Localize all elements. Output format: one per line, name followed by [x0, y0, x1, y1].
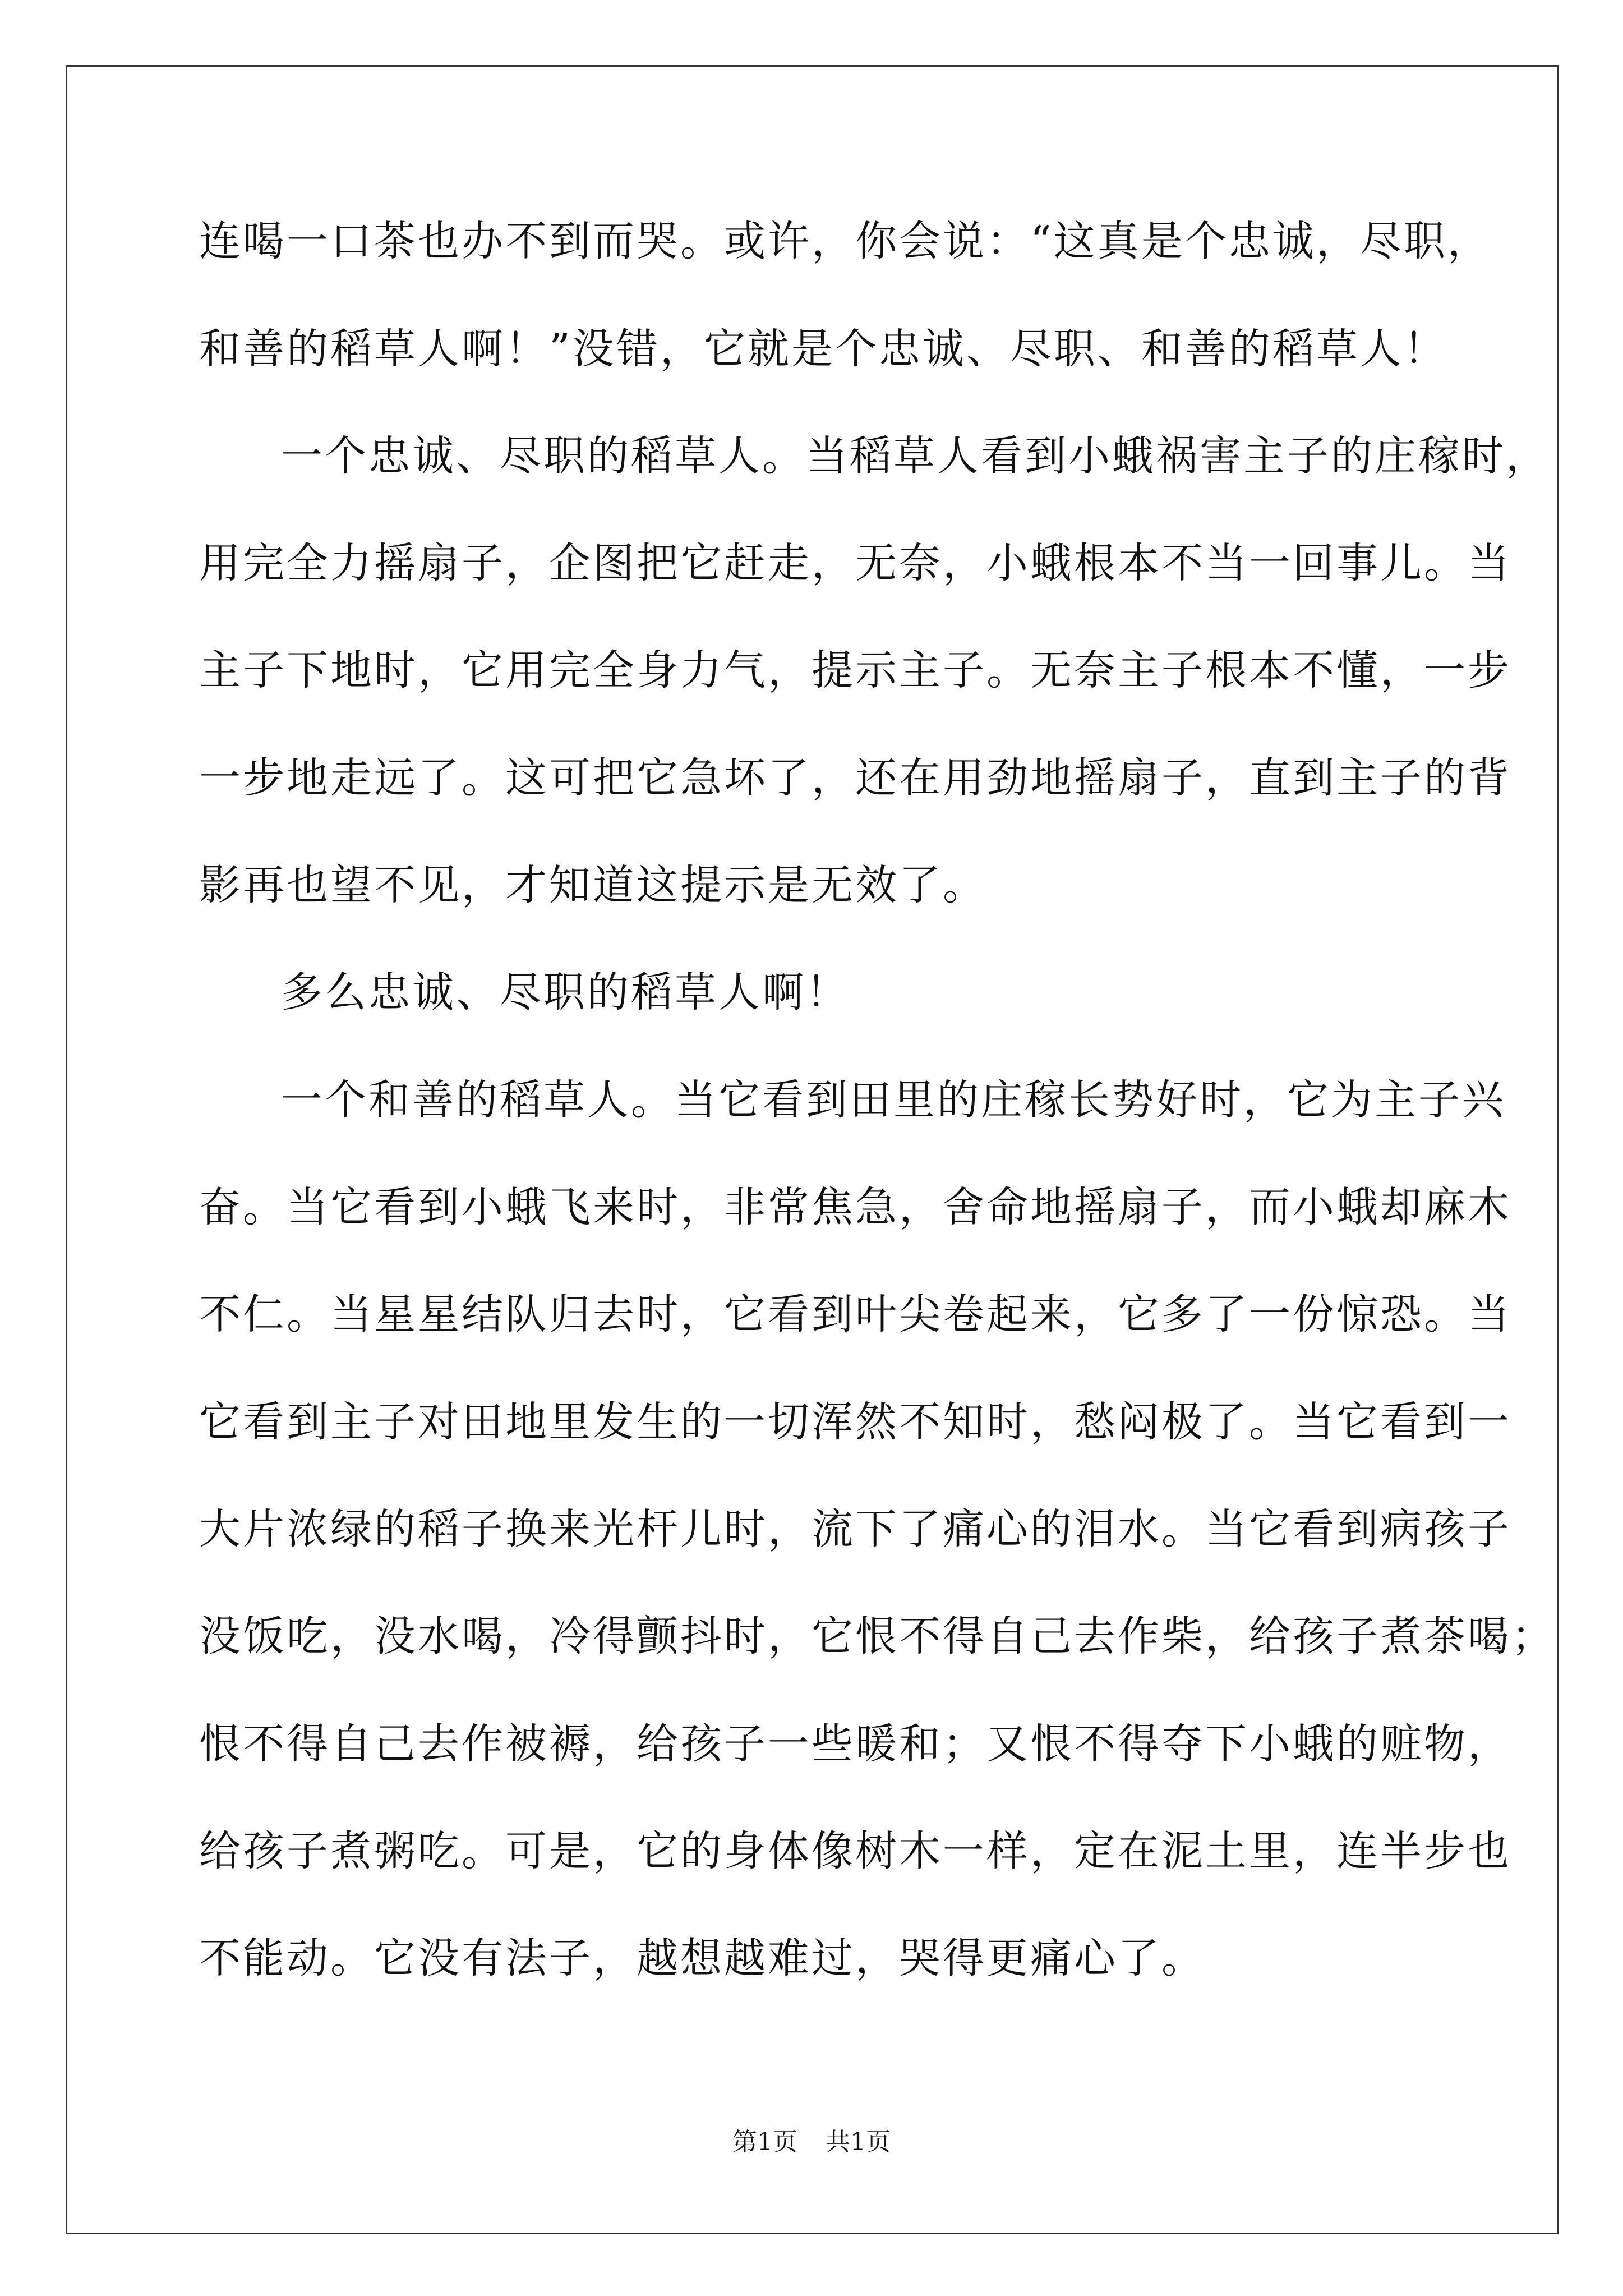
page-number: 第1页 — [732, 2128, 797, 2156]
paragraph-start-line: 一个忠诚、尽职的稻草人。当稻草人看到小蛾祸害主子的庄稼时， — [281, 432, 1550, 480]
text-line: 恨不得自己去作被褥，给孩子一些暖和；又恨不得夺下小蛾的赃物， — [199, 1720, 1511, 1768]
text-line: 主子下地时，它用完全身力气，提示主子。无奈主子根本不懂，一步 — [199, 646, 1511, 694]
paragraph-start-line: 一个和善的稻草人。当它看到田里的庄稼长势好时，它为主子兴 — [281, 1076, 1506, 1124]
text-line: 没饭吃，没水喝，冷得颤抖时，它恨不得自己去作柴，给孩子煮茶喝； — [199, 1612, 1555, 1660]
text-line: 它看到主子对田地里发生的一切浑然不知时，愁闷极了。当它看到一 — [199, 1398, 1511, 1446]
text-line: 给孩子煮粥吃。可是，它的身体像树木一样，定在泥土里，连半步也 — [199, 1827, 1511, 1875]
page-total: 共1页 — [826, 2128, 891, 2156]
paragraph-start-line: 多么忠诚、尽职的稻草人啊！ — [281, 968, 850, 1016]
text-line: 奋。当它看到小蛾飞来时，非常焦急，舍命地摇扇子，而小蛾却麻木 — [199, 1183, 1511, 1231]
text-line: 不仁。当星星结队归去时，它看到叶尖卷起来，它多了一份惊恐。当 — [199, 1290, 1511, 1338]
page-border — [66, 65, 1559, 2234]
text-line: 大片浓绿的稻子换来光杆儿时，流下了痛心的泪水。当它看到病孩子 — [199, 1505, 1511, 1553]
page-footer — [0, 2122, 1623, 2157]
text-line: 不能动。它没有法子，越想越难过，哭得更痛心了。 — [199, 1934, 1205, 1982]
text-line: 用完全力摇扇子，企图把它赶走，无奈，小蛾根本不当一回事儿。当 — [199, 539, 1511, 587]
text-line: 一步地走远了。这可把它急坏了，还在用劲地摇扇子，直到主子的背 — [199, 754, 1511, 802]
text-line: 连喝一口茶也办不到而哭。或许，你会说：“这真是个忠诚，尽职， — [199, 217, 1491, 265]
text-line: 影再也望不见，才知道这提示是无效了。 — [199, 861, 986, 909]
text-line: 和善的稻草人啊！”没错，它就是个忠诚、尽职、和善的稻草人！ — [199, 325, 1447, 373]
